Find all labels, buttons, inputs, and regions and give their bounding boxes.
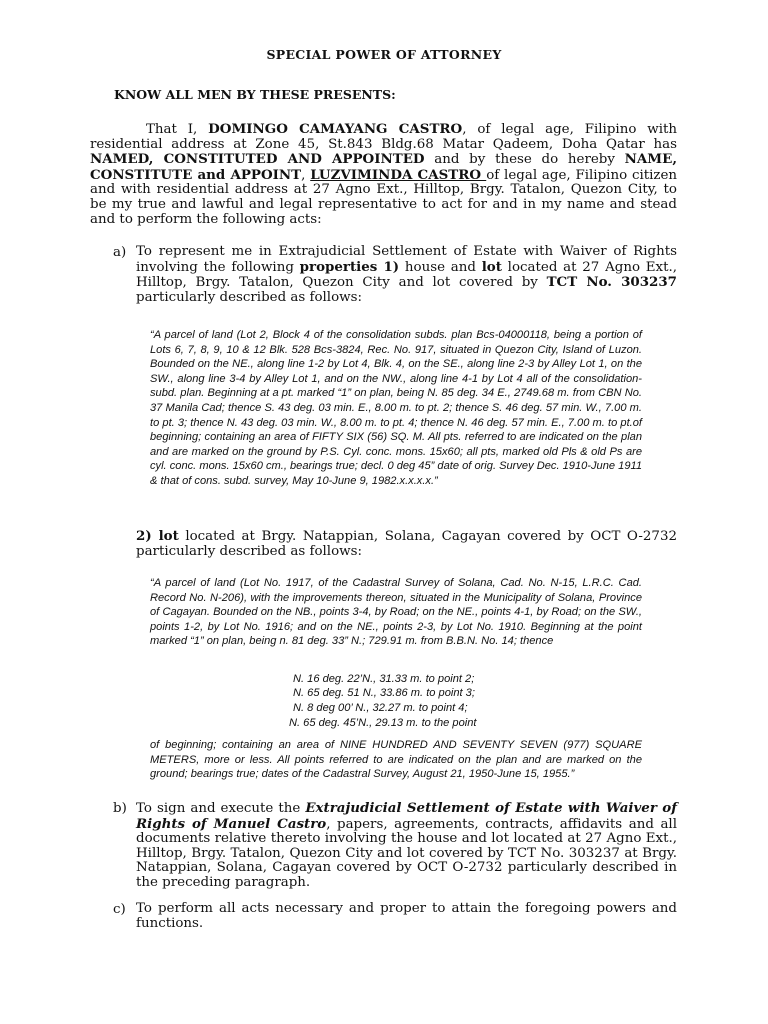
item-c-text: To perform all acts necessary and proper to attain the foregoing powers and functions. xyxy=(136,901,677,931)
properties-label: properties 1) xyxy=(299,258,400,275)
item-b-label: b) xyxy=(113,801,127,816)
intro-paragraph: That I, DOMINGO CAMAYANG CASTRO, of legal age, Filipino with residential address at Zone 45, St.843 Bldg.68 Matar Qadeem, Doha Qatar has NAMED, CONSTITUTED AND APPOINTED and by these do hereby NAME, CONSTITUTE and APPOINT, LUZVIMINDA CASTRO of legal age, Filipino citizen and with residential address at 27 Agno Ext., Hilltop, Brgy. Tatalon, Quezon City, to be my true and lawful and legal representative to act for and in my name and stead and to perform the following acts: xyxy=(90,121,677,227)
named-phrase: NAMED, CONSTITUTED AND APPOINTED xyxy=(90,151,425,168)
principal-name: DOMINGO CAMAYANG CASTRO xyxy=(208,121,463,137)
document-title: SPECIAL POWER OF ATTORNEY xyxy=(266,47,502,62)
item-b-text: To sign and execute the Extrajudicial Settlement of Estate with Waiver of Rights of Manuel Castro, papers, agreements, contracts, affidavits and all documents relative thereto involving the house and lot located at 27 Agno Ext., Hilltop, Brgy. Tatalon, Quezon City and lot covered by TCT No. 303237 at Brgy. Natappian, Solana, Cagayan covered by OCT O-2732 particularly described in the preceding paragraph. xyxy=(136,800,677,890)
bearing-line: N. 65 deg. 51 N., 33.86 m. to point 3; xyxy=(293,687,475,699)
name-phrase: NAME, CONSTITUTE and APPOINT xyxy=(90,151,677,183)
bearing-line: N. 65 deg. 45’N., 29.13 m. to the point xyxy=(289,717,477,729)
property-2-description-end: of beginning; containing an area of NINE HUNDRED AND SEVENTY SEVEN (977) SQUARE METERS, more or less. All points referred to are indicated on the plan and are marked on the ground; bearings true; dates of the Cadastral Survey, August 21, 1950-June 15, 1955.” xyxy=(150,739,642,781)
property-1-description: “A parcel of land (Lot 2, Block 4 of the consolidation subds. plan Bcs-04000118, being a portion of Lots 6, 7, 8, 9, 10 & 12 Blk. 528 Bcs-3824, Rec. No. 917, situated in Quezon City, Island of Luzon. Bounded on the NE., along line 1-2 by Lot 4, Blk. 4, on the SE., along line 2-3 by Alley Lot 1, on the SW., along line 3-4 by Alley Lot 1, and on the NW., along line 4-1 by Lot 4 all of the consolidation- subd. plan. Beginning at a pt. marked “1” on plan, being N. 85 deg. 34 E., 2749.68 m. from CBN No. 37 Manila Cad; thence S. 43 deg. 03 min. E., 8.00 m. to pt. 2; thence S. 46 deg. 57 min. W., 7.00 m. to pt. 3; thence N. 43 deg. 03 min. W., 8.00 m. to pt. 4; thence N. 46 deg. 57 min. E., 7.00 m. to pt.of beginning; containing an area of FIFTY SIX (56) SQ. M. All pts. referred to are indicated on the plan and are marked on the ground by P.S. Cyl. conc. mons. 15x60; all pts, marked old Pls & old Ps are cyl. conc. mons. 15x60 cm., bearings true; decl. 0 deg 45” date of orig. Survey Dec. 1910-June 1911 & that of cons. subd. survey, May 10-June 9, 1982.x.x.x.x.” xyxy=(150,329,642,487)
lot-label: lot xyxy=(481,258,502,275)
deed-title: Extrajudicial Settlement of Estate with Waiver of Rights of Manuel Castro xyxy=(136,800,677,832)
bearing-line: N. 8 deg 00’ N., 32.27 m. to point 4; xyxy=(293,702,468,714)
property-2-description: “A parcel of land (Lot No. 1917, of the Cadastral Survey of Solana, Cad. No. N-15, L.R.C. Cad. Record No. N-206), with the improvements thereon, situated in the Municipality of Solana, Province of Cagayan. Bounded on the NB., points 3-4, by Road; on the NE., points 4-1, by Road; on the SW., points 1-2, by Lot No. 1916; and on the NE., points 2-3, by Lot No. 1910. Beginning at the point marked “1” on plan, being n. 81 deg. 33” N.; 729.91 m. from B.B.N. No. 14; thence xyxy=(150,577,642,648)
bearing-line: N. 16 deg. 22’N., 31.33 m. to point 2; xyxy=(293,673,475,685)
item-2-text: 2) lot located at Brgy. Natappian, Solana, Cagayan covered by OCT O-2732 particularly described as follows: xyxy=(136,528,677,559)
item-a-text: To represent me in Extrajudicial Settlement of Estate with Waiver of Rights involving the following properties 1) house and lot located at 27 Agno Ext., Hilltop, Brgy. Tatalon, Quezon City and lot covered by TCT No. 303237 particularly described as follows: xyxy=(136,244,677,305)
item-a-label: a) xyxy=(113,245,127,260)
item-c-label: c) xyxy=(113,902,126,917)
lot-2-label: 2) lot xyxy=(136,528,179,544)
tct-number: TCT No. 303237 xyxy=(546,274,677,291)
attorney-name: LUZVIMINDA CASTRO xyxy=(310,166,487,183)
salutation: KNOW ALL MEN BY THESE PRESENTS: xyxy=(114,87,396,102)
